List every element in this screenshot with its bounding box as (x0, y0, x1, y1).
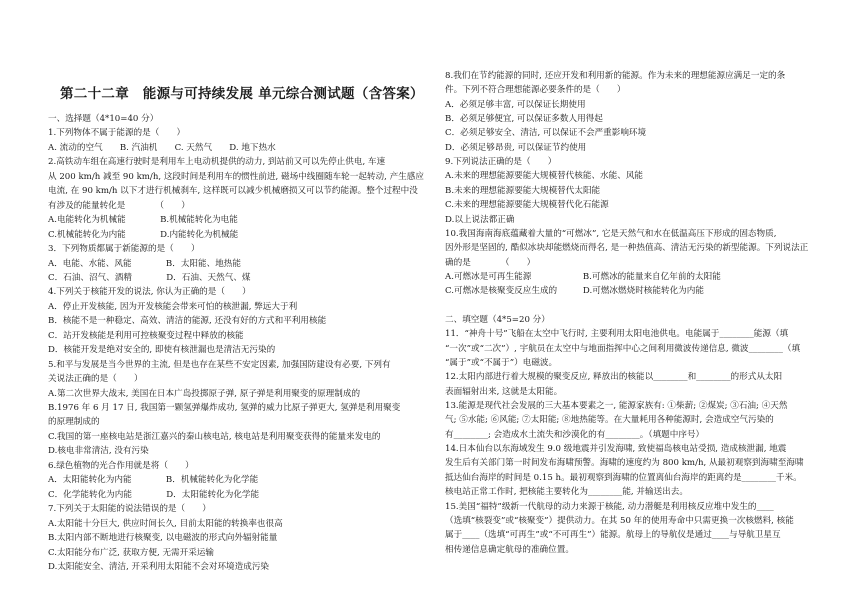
right-line: A．必须足够丰富, 可以保证长期使用 (445, 99, 586, 110)
left-line: 5.和平与发展是当今世界的主流, 但是也存在某些不安定因素, 加强国防建设有必要, 下列有 (48, 359, 391, 370)
right-line: （选填“核裂变”或“核聚变”）提供动力。在其 50 年的使用寿命中只需更换一次核燃料, 核能 (445, 515, 794, 526)
left-line: A．电能、水能、风能 B．太阳能、地热能 (48, 258, 241, 269)
left-line: C.我国的第一座核电站是浙江嘉兴的秦山核电站, 核电站是利用聚变获得的能量来发电的 (48, 431, 381, 442)
left-line: 有涉及的能量转化是 （ ） (48, 200, 190, 211)
page-title: 第二十二章 能源与可持续发展 单元综合测试题（含答案） (60, 86, 424, 102)
right-line: 件。下列不符合理想能源必要条件的是（ ） (445, 85, 626, 96)
left-line: 7.下列关于太阳能的说法错误的是（ ） (48, 504, 211, 515)
left-line: 3．下列物质都属于新能源的是（ ） (48, 244, 200, 255)
left-line: A．太阳能转化为内能 B．机械能转化为化学能 (48, 475, 259, 486)
left-line: A.第二次世界大战末, 美国在日本广岛投掷原子弹, 原子弹是利用聚变的原理制成的 (48, 388, 361, 399)
left-line: 4.下列关于核能开发的说法, 你认为正确的是（ ） (48, 287, 251, 298)
right-line: D．必须足够昂贵, 可以保证节约使用 (445, 142, 587, 153)
right-line: 抵达仙台海岸的时间是 0.15 h。最初观察到海啸的位置离仙台海岸的距离约是________千米。 (445, 472, 802, 483)
right-line: 属于____（选填“可再生”或“不可再生”）能源。航母上的导航仪是通过____与导航卫星互 (445, 530, 781, 541)
right-line: C.可燃冰是核聚变反应生成的 D.可燃冰燃烧时核能转化为内能 (445, 286, 704, 297)
left-line: C.太阳能分布广泛, 获取方便, 无需开采运输 (48, 547, 215, 558)
left-line: D.太阳能安全、清洁, 开采利用太阳能不会对环境造成污染 (48, 561, 270, 572)
left-line: B.1976 年 6 月 17 日, 我国第一颗氢弹爆炸成功, 氢弹的威力比原子弹更大, 氢弹是利用聚变 (48, 403, 401, 413)
right-line: 相传递信息确定航母的准确位置。 (445, 544, 574, 555)
left-line: 2.高铁动车组在高速行驶时是利用车上电动机提供的动力, 到站前又可以先停止供电, 车速 (48, 157, 386, 168)
left-line: A.电能转化为机械能 B.机械能转化为电能 (48, 215, 238, 226)
right-line: C．必须足够安全、清洁, 可以保证不会严重影响环境 (445, 128, 647, 139)
left-line: 关说法正确的是（ ） (48, 374, 143, 385)
right-line: 表面辐射出来, 这就是太阳能。 (445, 386, 563, 397)
right-line: D.以上说法都正确 (445, 214, 515, 225)
right-line: B．必须足够便宜, 可以保证多数人用得起 (445, 114, 603, 125)
left-line: C．石油、沼气、酒精 D．石油、天然气、煤 (48, 272, 251, 283)
right-line: 核电站正常工作时, 把核能主要转化为________能, 并输送出去。 (445, 487, 688, 498)
right-line: 11．“神舟十号”飞船在太空中飞行时, 主要利用太阳电池供电。电能属于________能源（填 (445, 329, 789, 340)
right-line: 8.我们在节约能源的同时, 还应开发和利用新的能源。作为未来的理想能源应满足一定的条 (445, 71, 786, 81)
left-line: 的原理制成的 (48, 417, 100, 428)
right-line: “属于”或“不属于”）电磁波。 (445, 358, 558, 368)
left-line: 从 200 km/h 减至 90 km/h, 这段时间是利用车的惯性前进, 磁场中线圈随车轮一起转动, 产生感应 (48, 171, 424, 182)
left-line: 1.下列物体不属于能源的是（ ） (48, 128, 186, 139)
right-line: 10.我国海南海底蕴藏着大量的“可燃冰”, 它是天然气和水在低温高压下形成的固态物质, (445, 228, 777, 239)
left-line: C．化学能转化为内能 D．太阳能转化为化学能 (48, 489, 260, 500)
left-line: 一、选择题（4*10=40 分） (48, 114, 159, 124)
left-line: C.机械能转化为内能 D.内能转化为机械能 (48, 229, 239, 240)
right-line: 二、填空题（4*5=20 分） (445, 314, 550, 325)
left-line: 电流, 在 90 km/h 以下才进行机械刹车, 这样既可以减少机械磨损又可以节约能源。整个过程中没 (48, 186, 418, 197)
right-line: 12.太阳内部进行着大规模的聚变反应, 释放出的核能以________和________的形式从太阳 (445, 372, 783, 383)
left-line: A. 流动的空气 B. 汽油机 C. 天然气 D. 地下热水 (48, 142, 276, 153)
right-line: A.未来的理想能源要能大规模替代核能、水能、风能 (445, 171, 644, 182)
right-line: 发生后有关部门第一时间发布海啸预警。海啸的速度约为 800 km/h, 从最初观察到海啸至海啸 (445, 458, 804, 469)
left-line: 6.绿色植物的光合作用就是将（ ） (48, 460, 194, 471)
left-line: B．核能不是一种稳定、高效、清洁的能源, 还没有好的方式和平利用核能 (48, 316, 327, 327)
right-line: 13.能源是现代社会发展的三大基本要素之一, 能源家族有: ①柴薪; ②煤炭; ③石油; ④天然 (445, 401, 788, 412)
right-line: 确的是 （ ） (445, 257, 536, 268)
right-line: “一次”或“二次”）, 宇航员在太空中与地面指挥中心之间利用微波传递信息, 微波________（填 (445, 343, 801, 354)
right-line: 有________; 会造成水土流失和沙漠化的有________。（填题中序号） (445, 429, 705, 440)
left-line: B.太阳内部不断地进行核聚变, 以电磁波的形式向外辐射能量 (48, 533, 278, 544)
right-line: 15.美国“福特”级新一代航母的动力来源于核能, 动力潜艇是利用核反应堆中发生的____ (445, 501, 774, 512)
left-line: C．站开发核能是利用可控核聚变过程中释放的核能 (48, 330, 244, 341)
right-line: 气; ⑤水能; ⑥风能; ⑦太阳能; ⑧地热能等。在大量耗用各种能源时, 会造成空气污染的 (445, 415, 774, 426)
right-line: C.未来的理想能源要能大规模替代化石能源 (445, 200, 609, 211)
right-line: 因外形是坚固的, 酷似冰块却能燃烧而得名, 是一种热值高、清洁无污染的新型能源。下列说法正 (445, 243, 809, 254)
right-line: 9.下列说法正确的是（ ） (445, 157, 557, 168)
left-line: D．核能开发是绝对安全的, 即使有核泄漏也是清洁无污染的 (48, 345, 276, 356)
right-line: 14.日本仙台以东海域发生 9.0 级地震并引发海啸, 致使福岛核电站受损, 造成核泄漏, 地震 (445, 444, 787, 455)
left-line: D.核电非常清洁, 没有污染 (48, 446, 149, 457)
right-line: B.未来的理想能源要能大规模替代太阳能 (445, 185, 601, 196)
right-line: A.可燃冰是可再生能源 B.可燃冰的能量来自亿年前的太阳能 (445, 271, 721, 282)
left-line: A.太阳能十分巨大, 供应时间长久, 目前太阳能的转换率也很高 (48, 518, 283, 529)
left-line: A．停止开发核能, 因为开发核能会带来可怕的核泄漏, 弊远大于利 (48, 301, 298, 312)
